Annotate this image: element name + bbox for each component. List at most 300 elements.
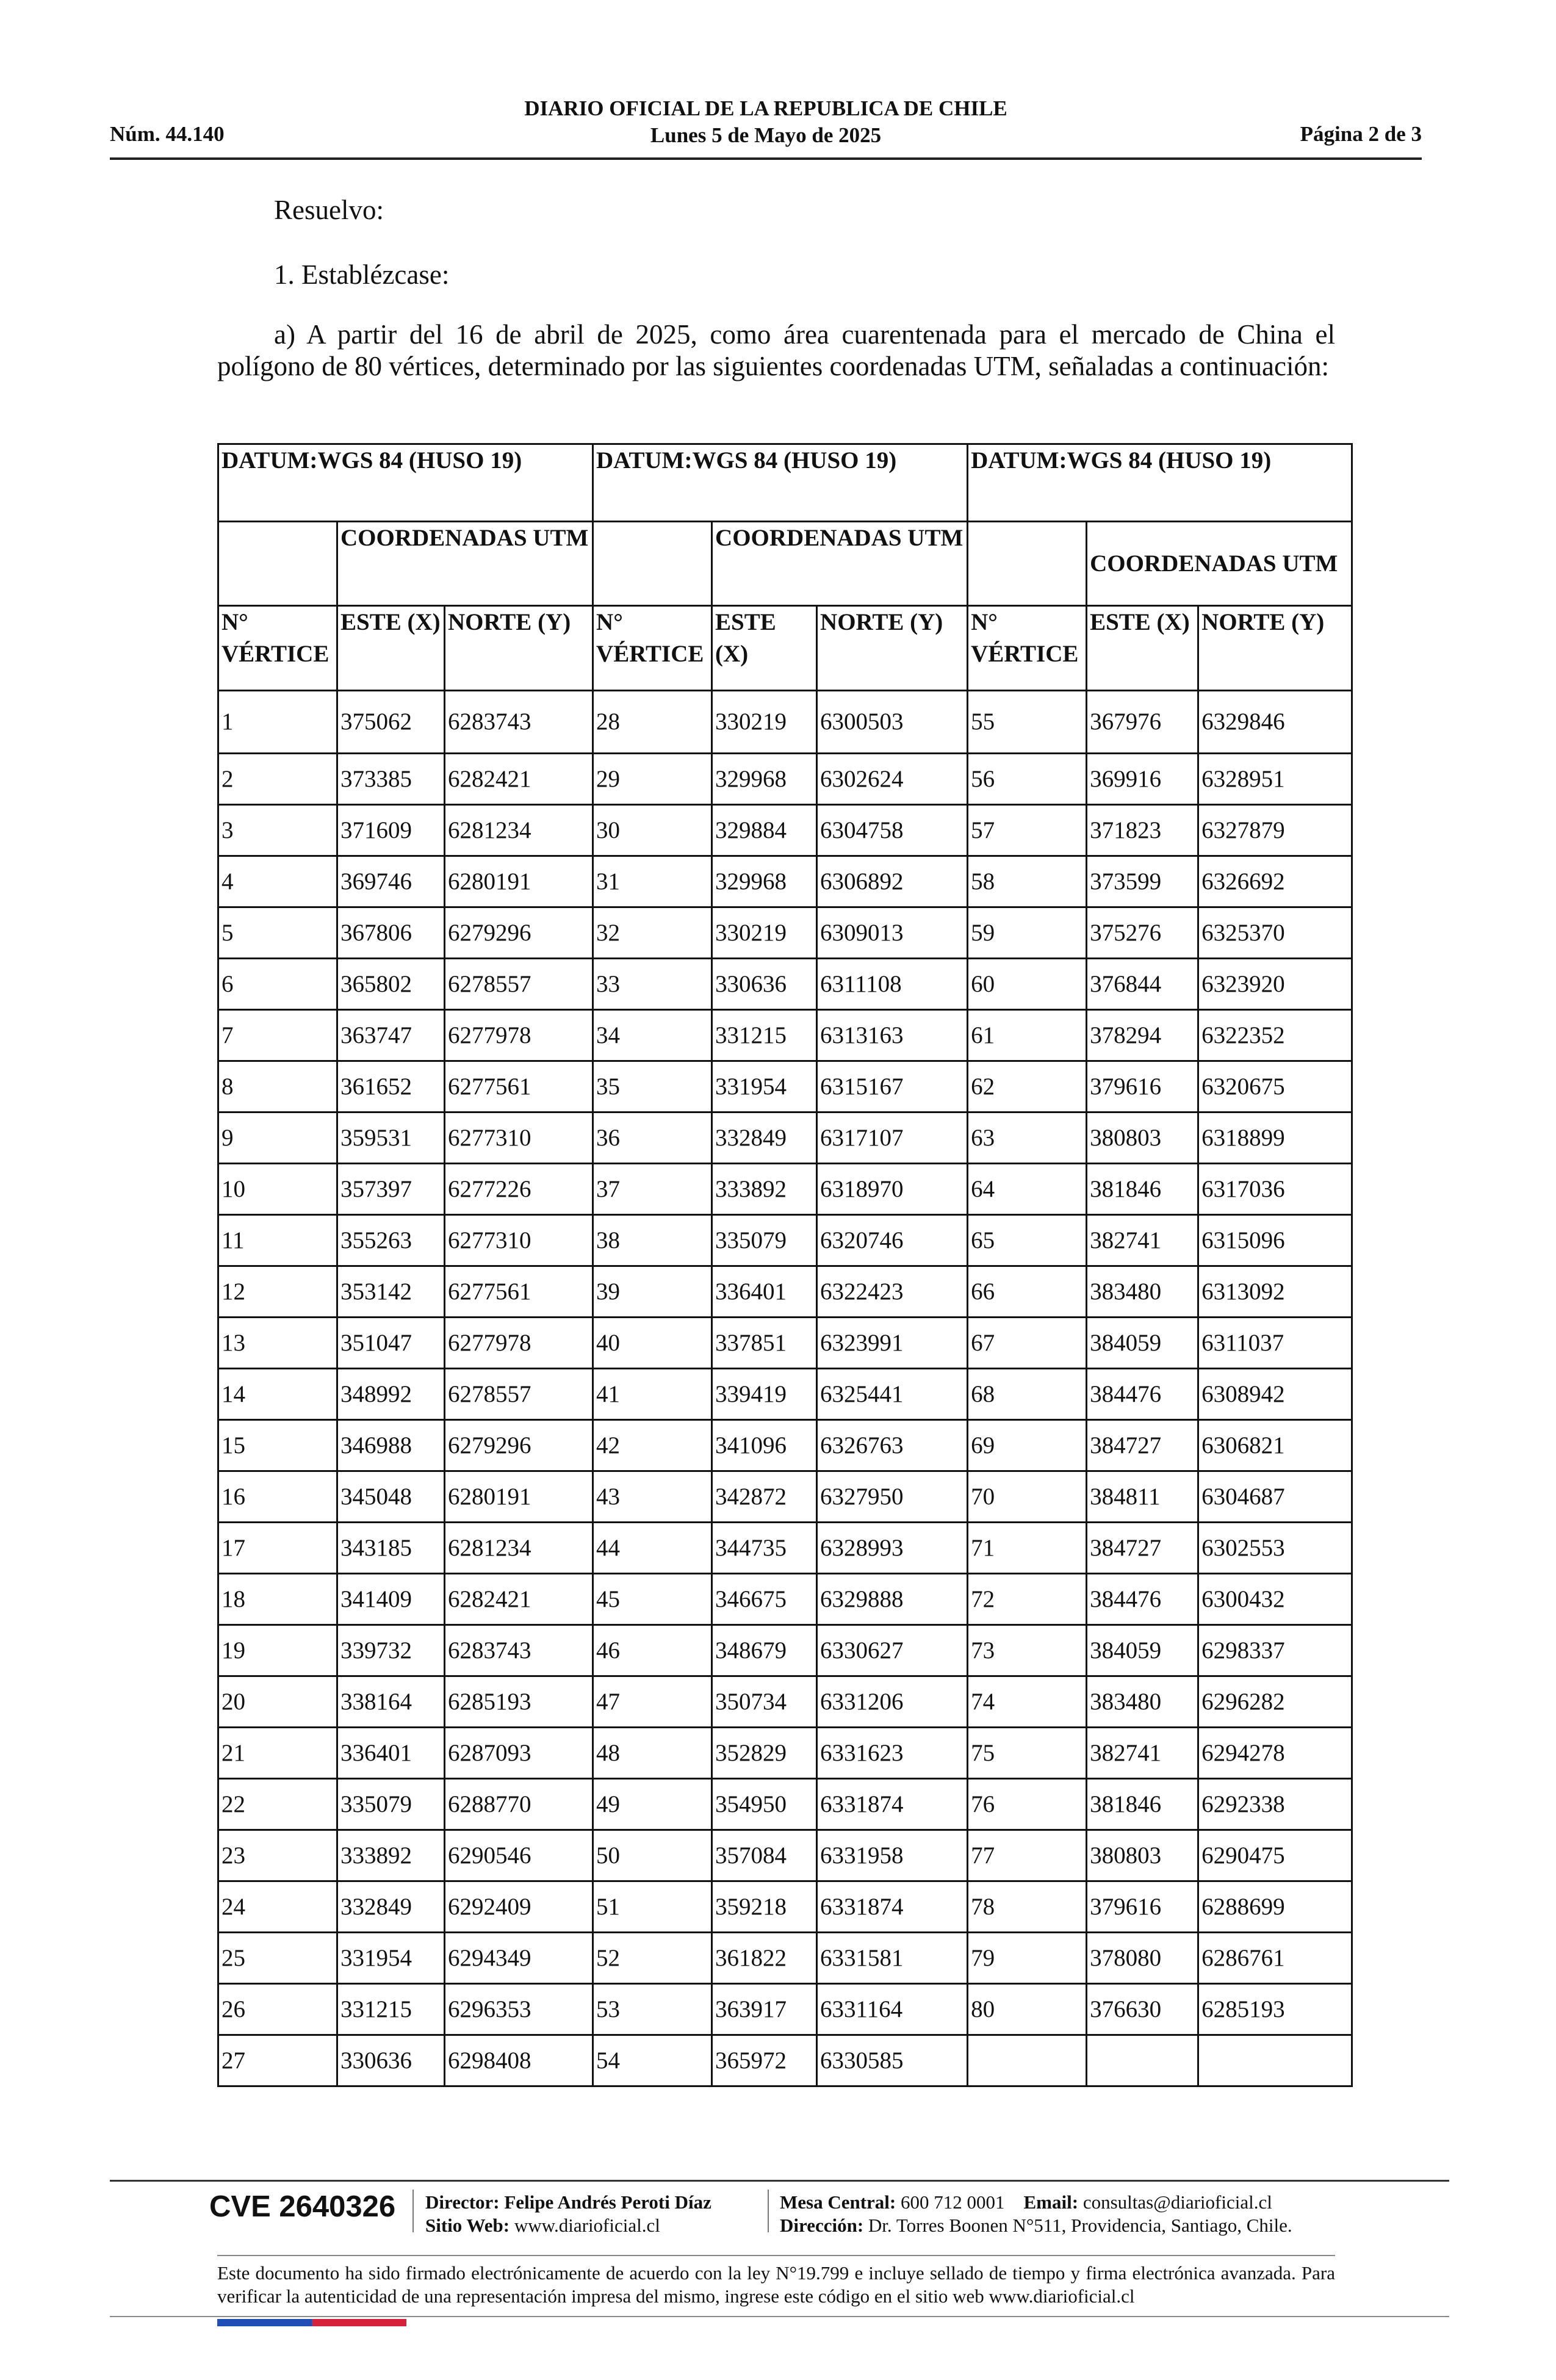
norte-cell: 6277978 xyxy=(445,1318,593,1369)
vertice-cell: 8 xyxy=(218,1061,337,1112)
table-row xyxy=(218,959,1352,1010)
table-row xyxy=(218,1215,1352,1266)
vertice-cell: 66 xyxy=(968,1266,1087,1318)
este-cell: 330219 xyxy=(712,907,817,959)
table-row xyxy=(218,907,1352,959)
vertice-cell: 70 xyxy=(968,1471,1087,1523)
vertice-cell: 11 xyxy=(218,1215,337,1266)
norte-cell: 6277561 xyxy=(445,1266,593,1318)
web-link[interactable]: www.diarioficial.cl xyxy=(514,2215,660,2236)
este-cell: 351047 xyxy=(337,1318,445,1369)
vertice-cell: 76 xyxy=(968,1779,1087,1830)
norte-cell: 6279296 xyxy=(445,907,593,959)
este-cell xyxy=(1087,2035,1198,2086)
table-row xyxy=(218,1369,1352,1420)
norte-cell: 6309013 xyxy=(817,907,968,959)
este-cell: 376844 xyxy=(1087,959,1198,1010)
vertice-cell: 23 xyxy=(218,1830,337,1881)
norte-cell: 6281234 xyxy=(445,1523,593,1574)
table-row xyxy=(218,856,1352,907)
vertice-cell: 77 xyxy=(968,1830,1087,1881)
table-row xyxy=(218,1625,1352,1676)
legal-notice: Este documento ha sido firmado electrónicamente de acuerdo con la ley N°19.799 e incluye sellado de tiempo y firma electrónica avanzada. Para verificar la autenticidad de una representación impresa del mismo, ingrese este código en el sitio web www.diarioficial.cl xyxy=(217,2262,1335,2307)
norte-cell: 6329846 xyxy=(1198,691,1352,754)
vertice-cell: 52 xyxy=(593,1933,712,1984)
este-cell: 332849 xyxy=(337,1881,445,1933)
table-row xyxy=(218,1112,1352,1164)
contact-info xyxy=(780,2191,1292,2237)
norte-cell: 6308942 xyxy=(1198,1369,1352,1420)
vertice-cell: 51 xyxy=(593,1881,712,1933)
este-cell: 367976 xyxy=(1087,691,1198,754)
vertice-cell: 25 xyxy=(218,1933,337,1984)
norte-cell: 6328993 xyxy=(817,1523,968,1574)
col-este-header: ESTE (X) xyxy=(712,606,817,691)
norte-cell: 6323920 xyxy=(1198,959,1352,1010)
vertice-cell: 72 xyxy=(968,1574,1087,1625)
table-row xyxy=(218,1933,1352,1984)
este-cell: 375062 xyxy=(337,691,445,754)
este-cell: 338164 xyxy=(337,1676,445,1728)
este-cell: 383480 xyxy=(1087,1676,1198,1728)
norte-cell: 6327950 xyxy=(817,1471,968,1523)
este-cell: 346988 xyxy=(337,1420,445,1471)
este-cell: 384059 xyxy=(1087,1625,1198,1676)
este-cell: 355263 xyxy=(337,1215,445,1266)
vertice-cell: 22 xyxy=(218,1779,337,1830)
este-cell: 337851 xyxy=(712,1318,817,1369)
vertice-cell: 47 xyxy=(593,1676,712,1728)
table-row xyxy=(218,1984,1352,2035)
vertice-cell: 18 xyxy=(218,1574,337,1625)
norte-cell: 6302624 xyxy=(817,754,968,805)
mesa-phone: 600 712 0001 xyxy=(901,2191,1005,2213)
este-cell: 329968 xyxy=(712,754,817,805)
norte-cell: 6296353 xyxy=(445,1984,593,2035)
norte-cell: 6322352 xyxy=(1198,1010,1352,1061)
este-cell: 335079 xyxy=(712,1215,817,1266)
table-row xyxy=(218,1266,1352,1318)
norte-cell: 6331874 xyxy=(817,1881,968,1933)
coordenadas-header: COORDENADAS UTM xyxy=(337,522,593,606)
table-row xyxy=(218,1318,1352,1369)
norte-cell: 6313092 xyxy=(1198,1266,1352,1318)
norte-cell: 6286761 xyxy=(1198,1933,1352,1984)
este-cell: 384476 xyxy=(1087,1574,1198,1625)
este-cell: 339732 xyxy=(337,1625,445,1676)
vertice-cell: 54 xyxy=(593,2035,712,2086)
vertice-cell: 43 xyxy=(593,1471,712,1523)
este-cell: 336401 xyxy=(712,1266,817,1318)
norte-cell: 6290475 xyxy=(1198,1830,1352,1881)
norte-cell: 6288770 xyxy=(445,1779,593,1830)
vertice-cell: 60 xyxy=(968,959,1087,1010)
este-cell: 381846 xyxy=(1087,1164,1198,1215)
este-cell: 332849 xyxy=(712,1112,817,1164)
norte-cell: 6325441 xyxy=(817,1369,968,1420)
table-row xyxy=(218,1523,1352,1574)
col-vertice-header: N° VÉRTICE xyxy=(593,606,712,691)
norte-cell: 6331581 xyxy=(817,1933,968,1984)
norte-cell: 6326763 xyxy=(817,1420,968,1471)
norte-cell: 6326692 xyxy=(1198,856,1352,907)
este-cell: 380803 xyxy=(1087,1830,1198,1881)
vertice-cell: 71 xyxy=(968,1523,1087,1574)
vertice-cell: 53 xyxy=(593,1984,712,2035)
este-cell: 353142 xyxy=(337,1266,445,1318)
director-name: Felipe Andrés Peroti Díaz xyxy=(504,2191,711,2213)
norte-cell: 6320675 xyxy=(1198,1061,1352,1112)
page-header xyxy=(110,92,1422,160)
norte-cell: 6277561 xyxy=(445,1061,593,1112)
norte-cell: 6292409 xyxy=(445,1881,593,1933)
vertice-cell: 10 xyxy=(218,1164,337,1215)
vertice-cell: 27 xyxy=(218,2035,337,2086)
resuelvo-heading: Resuelvo: xyxy=(274,195,384,225)
vertice-cell: 37 xyxy=(593,1164,712,1215)
norte-cell: 6322423 xyxy=(817,1266,968,1318)
este-cell: 378080 xyxy=(1087,1933,1198,1984)
footer-divider xyxy=(412,2190,414,2232)
table-row xyxy=(218,1830,1352,1881)
norte-cell: 6283743 xyxy=(445,1625,593,1676)
coordenadas-header: COORDENADAS UTM xyxy=(712,522,968,606)
publication-date: Lunes 5 de Mayo de 2025 xyxy=(650,123,882,147)
table-row xyxy=(218,1420,1352,1471)
norte-cell: 6306821 xyxy=(1198,1420,1352,1471)
este-cell: 357397 xyxy=(337,1164,445,1215)
vertice-cell: 7 xyxy=(218,1010,337,1061)
norte-cell: 6278557 xyxy=(445,959,593,1010)
norte-cell: 6304687 xyxy=(1198,1471,1352,1523)
norte-cell: 6328951 xyxy=(1198,754,1352,805)
vertice-cell: 40 xyxy=(593,1318,712,1369)
norte-cell: 6323991 xyxy=(817,1318,968,1369)
datum-cell: DATUM:WGS 84 (HUSO 19) xyxy=(218,444,593,522)
vertice-cell: 34 xyxy=(593,1010,712,1061)
norte-cell: 6302553 xyxy=(1198,1523,1352,1574)
este-cell: 344735 xyxy=(712,1523,817,1574)
norte-cell: 6280191 xyxy=(445,1471,593,1523)
vertice-cell: 12 xyxy=(218,1266,337,1318)
norte-cell: 6292338 xyxy=(1198,1779,1352,1830)
table-row xyxy=(218,1471,1352,1523)
vertice-cell: 36 xyxy=(593,1112,712,1164)
norte-cell xyxy=(1198,2035,1352,2086)
este-cell: 331954 xyxy=(712,1061,817,1112)
este-cell: 329968 xyxy=(712,856,817,907)
vertice-cell: 55 xyxy=(968,691,1087,754)
norte-cell: 6331623 xyxy=(817,1728,968,1779)
vertice-cell: 44 xyxy=(593,1523,712,1574)
norte-cell: 6296282 xyxy=(1198,1676,1352,1728)
este-cell: 333892 xyxy=(712,1164,817,1215)
cve-code: CVE 2640326 xyxy=(209,2190,396,2223)
col-norte-header: NORTE (Y) xyxy=(817,606,968,691)
este-cell: 331215 xyxy=(337,1984,445,2035)
col-norte-header: NORTE (Y) xyxy=(445,606,593,691)
vertice-cell: 59 xyxy=(968,907,1087,959)
este-cell: 375276 xyxy=(1087,907,1198,959)
norte-cell: 6327879 xyxy=(1198,805,1352,856)
este-cell: 371609 xyxy=(337,805,445,856)
item-1: 1. Establézcase: xyxy=(274,259,450,290)
este-cell: 341409 xyxy=(337,1574,445,1625)
vertice-cell: 63 xyxy=(968,1112,1087,1164)
este-cell: 352829 xyxy=(712,1728,817,1779)
este-cell: 345048 xyxy=(337,1471,445,1523)
vertice-cell: 26 xyxy=(218,1984,337,2035)
vertice-cell: 64 xyxy=(968,1164,1087,1215)
este-cell: 382741 xyxy=(1087,1728,1198,1779)
este-cell: 380803 xyxy=(1087,1112,1198,1164)
vertice-cell: 5 xyxy=(218,907,337,959)
vertice-cell: 29 xyxy=(593,754,712,805)
direccion-label: Dirección: xyxy=(780,2215,864,2236)
vertice-cell: 17 xyxy=(218,1523,337,1574)
footer-separator xyxy=(217,2255,1335,2256)
este-cell: 379616 xyxy=(1087,1061,1198,1112)
este-cell: 350734 xyxy=(712,1676,817,1728)
este-cell: 361652 xyxy=(337,1061,445,1112)
paragraph-a: a) A partir del 16 de abril de 2025, como área cuarentenada para el mercado de China el polígono de 80 vértices, determinado por las siguientes coordenadas UTM, señaladas a continuación: xyxy=(217,319,1335,381)
vertice-cell: 42 xyxy=(593,1420,712,1471)
este-cell: 371823 xyxy=(1087,805,1198,856)
este-cell: 357084 xyxy=(712,1830,817,1881)
vertice-cell: 69 xyxy=(968,1420,1087,1471)
norte-cell: 6282421 xyxy=(445,754,593,805)
este-cell: 369916 xyxy=(1087,754,1198,805)
table-row xyxy=(218,1728,1352,1779)
norte-cell: 6298337 xyxy=(1198,1625,1352,1676)
direccion-value: Dr. Torres Boonen N°511, Providencia, Santiago, Chile. xyxy=(868,2215,1292,2236)
este-cell: 369746 xyxy=(337,856,445,907)
director-info xyxy=(425,2191,711,2237)
norte-cell: 6311108 xyxy=(817,959,968,1010)
vertice-cell: 6 xyxy=(218,959,337,1010)
norte-cell: 6331164 xyxy=(817,1984,968,2035)
vertice-cell: 31 xyxy=(593,856,712,907)
vertice-cell: 15 xyxy=(218,1420,337,1471)
vertice-cell: 39 xyxy=(593,1266,712,1318)
vertice-cell: 4 xyxy=(218,856,337,907)
coordenadas-header: COORDENADAS UTM xyxy=(1087,522,1352,606)
norte-cell: 6300503 xyxy=(817,691,968,754)
norte-cell: 6277978 xyxy=(445,1010,593,1061)
norte-cell: 6304758 xyxy=(817,805,968,856)
vertice-cell: 14 xyxy=(218,1369,337,1420)
norte-cell: 6320746 xyxy=(817,1215,968,1266)
vertice-cell: 62 xyxy=(968,1061,1087,1112)
empty-cell xyxy=(968,522,1087,606)
footer-divider xyxy=(768,2190,769,2232)
este-cell: 382741 xyxy=(1087,1215,1198,1266)
norte-cell: 6280191 xyxy=(445,856,593,907)
footer-rule xyxy=(110,2180,1449,2182)
este-cell: 378294 xyxy=(1087,1010,1198,1061)
norte-cell: 6290546 xyxy=(445,1830,593,1881)
este-cell: 333892 xyxy=(337,1830,445,1881)
vertice-cell: 58 xyxy=(968,856,1087,907)
norte-cell: 6294349 xyxy=(445,1933,593,1984)
norte-cell: 6329888 xyxy=(817,1574,968,1625)
vertice-cell: 79 xyxy=(968,1933,1087,1984)
este-cell: 365972 xyxy=(712,2035,817,2086)
norte-cell: 6331206 xyxy=(817,1676,968,1728)
vertice-cell: 68 xyxy=(968,1369,1087,1420)
vertice-cell: 32 xyxy=(593,907,712,959)
norte-cell: 6331874 xyxy=(817,1779,968,1830)
col-vertice-header: N° VÉRTICE xyxy=(218,606,337,691)
table-row xyxy=(218,1010,1352,1061)
norte-cell: 6285193 xyxy=(445,1676,593,1728)
vertice-cell: 28 xyxy=(593,691,712,754)
este-cell: 384727 xyxy=(1087,1420,1198,1471)
vertice-cell: 30 xyxy=(593,805,712,856)
este-cell: 363747 xyxy=(337,1010,445,1061)
vertice-cell: 80 xyxy=(968,1984,1087,2035)
norte-cell: 6315167 xyxy=(817,1061,968,1112)
issue-number: Núm. 44.140 xyxy=(110,122,225,146)
table-row xyxy=(218,691,1352,754)
este-cell: 363917 xyxy=(712,1984,817,2035)
este-cell: 348992 xyxy=(337,1369,445,1420)
flag-stripe-red xyxy=(312,2319,406,2326)
este-cell: 348679 xyxy=(712,1625,817,1676)
norte-cell: 6317107 xyxy=(817,1112,968,1164)
col-este-header: ESTE (X) xyxy=(337,606,445,691)
col-este-header: ESTE (X) xyxy=(1087,606,1198,691)
empty-cell xyxy=(218,522,337,606)
norte-cell: 6278557 xyxy=(445,1369,593,1420)
vertice-cell xyxy=(968,2035,1087,2086)
vertice-cell: 75 xyxy=(968,1728,1087,1779)
vertice-cell: 20 xyxy=(218,1676,337,1728)
table-row xyxy=(218,1164,1352,1215)
vertice-cell: 19 xyxy=(218,1625,337,1676)
este-cell: 376630 xyxy=(1087,1984,1198,2035)
este-cell: 379616 xyxy=(1087,1881,1198,1933)
vertice-cell: 45 xyxy=(593,1574,712,1625)
este-cell: 381846 xyxy=(1087,1779,1198,1830)
vertice-cell: 67 xyxy=(968,1318,1087,1369)
table-row xyxy=(218,1779,1352,1830)
este-cell: 343185 xyxy=(337,1523,445,1574)
norte-cell: 6315096 xyxy=(1198,1215,1352,1266)
este-cell: 373599 xyxy=(1087,856,1198,907)
norte-cell: 6287093 xyxy=(445,1728,593,1779)
este-cell: 365802 xyxy=(337,959,445,1010)
empty-cell xyxy=(593,522,712,606)
datum-cell: DATUM:WGS 84 (HUSO 19) xyxy=(968,444,1352,522)
vertice-cell: 35 xyxy=(593,1061,712,1112)
norte-cell: 6318970 xyxy=(817,1164,968,1215)
header-center xyxy=(110,95,1422,149)
web-label: Sitio Web: xyxy=(425,2215,510,2236)
vertice-cell: 13 xyxy=(218,1318,337,1369)
vertice-cell: 41 xyxy=(593,1369,712,1420)
este-cell: 331215 xyxy=(712,1010,817,1061)
norte-cell: 6306892 xyxy=(817,856,968,907)
norte-cell: 6279296 xyxy=(445,1420,593,1471)
table-row xyxy=(218,1061,1352,1112)
vertice-cell: 78 xyxy=(968,1881,1087,1933)
director-label: Director: xyxy=(425,2191,500,2213)
este-cell: 384059 xyxy=(1087,1318,1198,1369)
este-cell: 367806 xyxy=(337,907,445,959)
norte-cell: 6288699 xyxy=(1198,1881,1352,1933)
vertice-cell: 21 xyxy=(218,1728,337,1779)
este-cell: 359531 xyxy=(337,1112,445,1164)
col-vertice-header: N° VÉRTICE xyxy=(968,606,1087,691)
norte-cell: 6317036 xyxy=(1198,1164,1352,1215)
table-row xyxy=(218,754,1352,805)
norte-cell: 6311037 xyxy=(1198,1318,1352,1369)
vertice-cell: 73 xyxy=(968,1625,1087,1676)
vertice-cell: 1 xyxy=(218,691,337,754)
este-cell: 384476 xyxy=(1087,1369,1198,1420)
vertice-cell: 48 xyxy=(593,1728,712,1779)
table-row xyxy=(218,805,1352,856)
page-number: Página 2 de 3 xyxy=(1300,122,1422,146)
este-cell: 329884 xyxy=(712,805,817,856)
norte-cell: 6285193 xyxy=(1198,1984,1352,2035)
norte-cell: 6325370 xyxy=(1198,907,1352,959)
flag-stripe-blue xyxy=(217,2319,312,2326)
vertice-cell: 46 xyxy=(593,1625,712,1676)
vertice-cell: 61 xyxy=(968,1010,1087,1061)
este-cell: 346675 xyxy=(712,1574,817,1625)
norte-cell: 6294278 xyxy=(1198,1728,1352,1779)
este-cell: 384811 xyxy=(1087,1471,1198,1523)
este-cell: 330636 xyxy=(337,2035,445,2086)
norte-cell: 6283743 xyxy=(445,691,593,754)
email-label: Email: xyxy=(1023,2191,1079,2213)
table-row xyxy=(218,1881,1352,1933)
este-cell: 373385 xyxy=(337,754,445,805)
vertice-cell: 65 xyxy=(968,1215,1087,1266)
norte-cell: 6277310 xyxy=(445,1112,593,1164)
footer-rule xyxy=(110,2316,1449,2317)
norte-cell: 6330627 xyxy=(817,1625,968,1676)
norte-cell: 6277310 xyxy=(445,1215,593,1266)
este-cell: 359218 xyxy=(712,1881,817,1933)
table-row xyxy=(218,2035,1352,2086)
norte-cell: 6282421 xyxy=(445,1574,593,1625)
table-row xyxy=(218,1676,1352,1728)
vertice-cell: 33 xyxy=(593,959,712,1010)
norte-cell: 6298408 xyxy=(445,2035,593,2086)
vertice-cell: 9 xyxy=(218,1112,337,1164)
este-cell: 336401 xyxy=(337,1728,445,1779)
vertice-cell: 57 xyxy=(968,805,1087,856)
este-cell: 331954 xyxy=(337,1933,445,1984)
vertice-cell: 56 xyxy=(968,754,1087,805)
vertice-cell: 49 xyxy=(593,1779,712,1830)
col-norte-header: NORTE (Y) xyxy=(1198,606,1352,691)
norte-cell: 6281234 xyxy=(445,805,593,856)
norte-cell: 6277226 xyxy=(445,1164,593,1215)
este-cell: 361822 xyxy=(712,1933,817,1984)
norte-cell: 6331958 xyxy=(817,1830,968,1881)
este-cell: 339419 xyxy=(712,1369,817,1420)
norte-cell: 6300432 xyxy=(1198,1574,1352,1625)
vertice-cell: 3 xyxy=(218,805,337,856)
email-link[interactable]: consultas@diarioficial.cl xyxy=(1082,2191,1272,2213)
vertice-cell: 74 xyxy=(968,1676,1087,1728)
vertice-cell: 16 xyxy=(218,1471,337,1523)
este-cell: 330636 xyxy=(712,959,817,1010)
